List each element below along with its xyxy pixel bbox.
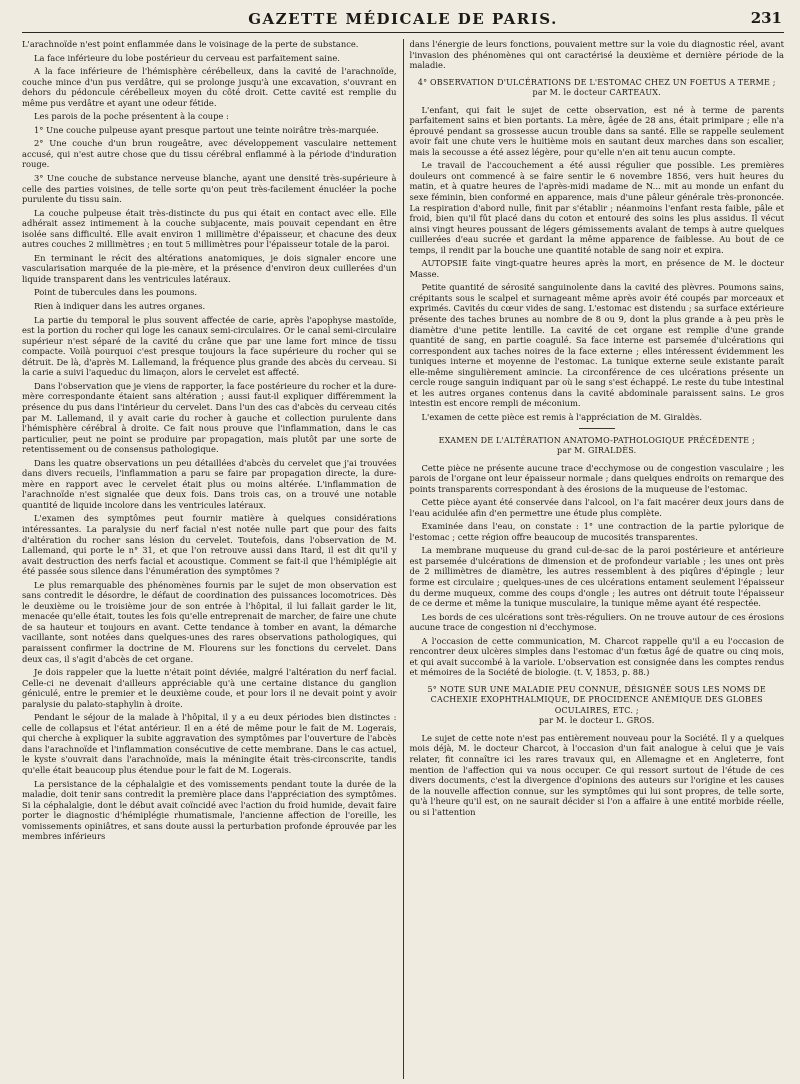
paragraph: AUTOPSIE faite vingt-quatre heures après la mort, en présence de M. le docteur Masse.	[409, 258, 784, 279]
observation-author: par M. le docteur CARTEAUX.	[532, 88, 661, 98]
paragraph: 3° Une couche de substance nerveuse blanche, ayant une densité très-supérieure à celle des parties voisines, de telle sorte qu'on peut très-facilement énucléer la poche purulente du tissu sain.	[22, 173, 397, 205]
paragraph: La persistance de la céphalalgie et des vomissements pendant toute la durée de la maladie, doit tenir sans contredit la première place dans l'appréciation des symptômes. Si la céphalalgie, dont le début avait coïncidé avec l'action du froid humide, devait faire porter le diagnostic d'hémiplégie rhumatismale, l'ancienne affection de l'oreille, les vomissements opiniâtres, et sans doute aussi la perturbation profonde éprouvée par les membres inférieurs	[22, 778, 397, 842]
paragraph: 1° Une couche pulpeuse ayant presque partout une teinte noirâtre très-marquée.	[34, 124, 379, 135]
section-heading	[409, 436, 784, 457]
text-columns	[22, 39, 784, 1079]
paragraph: dans l'énergie de leurs fonctions, pouvaient mettre sur la voie du diagnostic réel, avant l'invasion des phénomènes qui ont caractérisé la deuxième et dernière période de la maladie.	[409, 39, 784, 71]
paragraph: Je dois rappeler que la luette n'était point déviée, malgré l'altération du nerf facial. Celle-ci ne devenait d'ailleurs appréciable qu'à une certaine distance du ganglion géniculé, entre le premier et le deuxième coude, et pour lors il ne devait point y avoir paralysie du palato-staphylin à droite.	[22, 667, 397, 709]
paragraph: La face inférieure du lobe postérieur du cerveau est parfaitement saine.	[34, 52, 340, 63]
paragraph: L'arachnoïde n'est point enflammée dans le voisinage de la perte de substance.	[22, 39, 359, 49]
paragraph: L'examen de cette pièce est remis à l'appréciation de M. Giraldès.	[421, 411, 703, 422]
section-separator	[579, 428, 615, 429]
paragraph: La couche pulpeuse était très-distincte du pus qui était en contact avec elle. Elle adhérait assez intimement à la couche subjacente, mais pouvait cependant en être isolée sans difficulté. Elle avait environ 1 millimètre d'épaisseur, et chacune des deux autres couches 2 millimètres ; en tout 5 millimètres pour l'épaisseur totale de la paroi.	[22, 207, 397, 250]
page-number: 231	[750, 9, 782, 27]
observation-title: 4° OBSERVATION D'ULCÉRATIONS DE L'ESTOMAC CHEZ UN FOETUS A TERME ;	[417, 77, 776, 87]
paragraph: Rien à indiquer dans les autres organes.	[34, 301, 206, 312]
paragraph: Dans les quatre observations un peu détaillées d'abcès du cervelet que j'ai trouvées dans divers recueils, l'inflammation a paru se faire par propagation directe, la dure-mère en rapport avec le cervelet était plus ou moins altérée. L'inflammation de l'arachnoïde n'est signalée que deux fois. Dans trois cas, on a trouvé une notable quantité de liquide incolore dans les ventricules latéraux.	[22, 457, 397, 510]
paragraph: Le travail de l'accouchement a été aussi régulier que possible. Les premières douleurs ont commencé à se faire sentir le 6 novembre 1856, vers huit heures du matin, et à quatre heures de l'après-midi madame de N... mit au monde un enfant du sexe féminin, bien conformé en apparence, mais d'une pâleur générale très-prononcée. La respiration d'abord nulle, finit par s'établir ; néanmoins l'enfant resta faible, pâle et froid, bien qu'il fût placé dans du coton et entouré des soins les plus assidus. Il vécut ainsi vingt heures poussant de légers gémissements avalant de temps à autre quelques cuillerées d'eau sucrée et gardant la même apparence de faiblesse. Au bout de ce temps, il rendit par la bouche une quantité notable de sang noir et expira.	[409, 160, 784, 255]
exam-author: par M. GIRALDÈS.	[557, 446, 637, 455]
exam-title: EXAMEN DE L'ALTÉRATION ANATOMO-PATHOLOGIQUE PRÉCÉDENTE ;	[438, 435, 755, 445]
paragraph: Le sujet de cette note n'est pas entièrement nouveau pour la Société. Il y a quelques mois déjà, M. le docteur Charcot, à l'occasion d'un fait analogue à celui que je vais relater, fit connaître ici les rares travaux qui, en Allemagne et en Angleterre, font mention de l'affection qui va nous occuper. Ce qui ressort surtout de l'étude de ces divers documents, c'est la divergence d'opinions des auteurs sur l'origine et les causes de la nouvelle affection connue, sur les symptômes qui lui sont propres, de telle sorte, qu'à l'heure qu'il est, on ne saurait décider si l'on a affaire à une entité morbide réelle, ou si l'attention	[409, 732, 784, 817]
paragraph: L'enfant, qui fait le sujet de cette observation, est né à terme de parents parfaitement sains et bien portants. La mère, âgée de 28 ans, était primipare ; elle n'a éprouvé pendant sa grossesse aucun trouble dans sa santé. Elle se rappelle seulement avoir fait une chute vers le huitième mois en sautant deux marches dans son escalier, mais la secousse a été assez légère, pour qu'elle n'en ait tenu aucun compte.	[409, 104, 784, 157]
page-header	[22, 6, 784, 33]
paragraph: Les bords de ces ulcérations sont très-réguliers. On ne trouve autour de ces érosions aucune trace de congestion ni d'ecchymose.	[409, 611, 784, 633]
left-column	[22, 39, 397, 1079]
paragraph: Petite quantité de sérosité sanguinolente dans la cavité des plèvres. Poumons sains, crépitants sous le scalpel et surnageant même après avoir été coupés par morceaux et exprimés. Cavités du cœur vides de sang. L'estomac est distendu ; sa surface extérieure présente des taches brunes au nombre de 8 ou 9, dont la plus grande a à peu près le diamètre d'une petite lentille. La cavité de cet organe est remplie d'une grande quantité de sang, en partie coagulé. Sa face interne est parsemée d'ulcérations qui correspondent aux taches noires de la face externe ; elles intéressent évidemment les tuniques interne et moyenne de l'estomac. La tunique externe seule existante paraît elle-même singulièrement amincie. La circonférence de ces ulcérations présente un cercle rouge sanguin indiquant par où le sang s'est échappé. Le reste du tube intestinal et les autres organes contenus dans la cavité abdominale paraissent sains. Le gros intestin est encore rempli de méconium.	[409, 282, 784, 409]
paragraph: En terminant le récit des altérations anatomiques, je dois signaler encore une vascularisation marquée de la pie-mère, et la présence d'environ deux cuillerées d'un liquide transparent dans les ventricules latéraux.	[22, 252, 397, 284]
paragraph: A l'occasion de cette communication, M. Charcot rappelle qu'il a eu l'occasion de rencontrer deux ulcères simples dans l'estomac d'un fœtus âgé de quatre ou cinq mois, et qui avait succombé à la variole. L'observation est consignée dans les comptes rendus et mémoires de la Société de biologie. (t. V, 1853, p. 88.)	[409, 635, 784, 678]
paragraph: A la face inférieure de l'hémisphère cérébelleux, dans la cavité de l'arachnoïde, couche mince d'un pus verdâtre, qui se prolonge jusqu'à une excavation, s'ouvrant en dehors du pédoncule cérébelleux moyen du côté droit. Cette cavité est remplie du même pus verdâtre et ayant une odeur fétide.	[22, 66, 397, 108]
paragraph: La partie du temporal le plus souvent affectée de carie, après l'apophyse mastoïde, est la portion du rocher qui loge les canaux semi-circulaires. Or le canal semi-circulaire supérieur n'est séparé de la cavité du crâne que par une lame fort mince de tissu compacte. Voilà pourquoi c'est presque toujours la face supérieure du rocher qui se détruit. De là, d'après M. Lallemand, la fréquence plus grande des abcès du cerveau. Si la carie a suivi l'aqueduc du limaçon, alors le cervelet est affecté.	[22, 314, 397, 378]
paragraph: Examinée dans l'eau, on constate : 1° une contraction de la partie pylorique de l'estomac ; cette région offre beaucoup de mucosités transparentes.	[409, 521, 784, 542]
right-column	[409, 39, 784, 1079]
column-divider	[403, 39, 404, 1079]
paragraph: Le plus remarquable des phénomènes fournis par le sujet de mon observation est sans contredit le désordre, le défaut de coordination des puissances locomotrices. Dès le deuxième ou le troisième jour de son entrée à l'hôpital, il lui fallait garder le lit, menacée qu'elle était, toutes les fois qu'elle entreprenait de marcher, de faire une chute de sa hauteur et toujours en avant. Cette tendance à tomber en avant, la démarche vacillante, sont notées dans quelques-unes des rares observations pathologiques, qui paraissent confirmer la doctrine de M. Flourens sur les fonctions du cervelet. Dans deux cas, il s'agit d'abcès de cet organe.	[22, 579, 397, 664]
section-heading	[409, 78, 784, 99]
paragraph: Cette pièce ayant été conservée dans l'alcool, on l'a fait macérer deux jours dans de l'eau acidulée afin d'en permettre une étude plus complète.	[409, 497, 784, 518]
paragraph: Les parois de la poche présentent à la coupe :	[34, 111, 229, 122]
section-heading	[409, 685, 784, 727]
paragraph: 2° Une couche d'un brun rougeâtre, avec développement vasculaire nettement accusé, qui n'est autre chose que du tissu cérébral enflammé à la période d'induration rouge.	[22, 138, 397, 170]
paragraph: Point de tubercules dans les poumons.	[34, 287, 198, 298]
paragraph: Pendant le séjour de la malade à l'hôpital, il y a eu deux périodes bien distinctes : celle de collapsus et l'état antérieur. Il en a été de même pour le fait de M. Logerais, qui cherche à expliquer la subite aggravation des symptômes par l'ouverture de l'abcès dans l'arachnoïde et l'inflammation consécutive de cette membrane. Dans le cas actuel, le kyste s'ouvrait dans l'arachnoïde, mais la méningite était très-circonscrite, tandis qu'elle était beaucoup plus étendue pour le fait de M. Logerais.	[22, 712, 397, 775]
note-title: 5° NOTE SUR UNE MALADIE PEU CONNUE, DÉSIGNÉE SOUS LES NOMS DE CACHEXIE EXOPHTHALMIQUE, DE PROCIDENCE ANÉMIQUE DES GLOBES OCULAIRES, ETC. ;	[427, 684, 766, 715]
paragraph: Cette pièce ne présente aucune trace d'ecchymose ou de congestion vasculaire ; les parois de l'organe ont leur épaisseur normale ; dans quelques endroits on remarque des points transparents correspondant à des érosions de la muqueuse de l'estomac.	[409, 462, 784, 494]
journal-title: GAZETTE MÉDICALE DE PARIS.	[248, 10, 558, 28]
note-author: par M. le docteur L. GROS.	[538, 716, 655, 726]
paragraph: L'examen des symptômes peut fournir matière à quelques considérations intéressantes. La paralysie du nerf facial n'est notée nulle part que pour des faits d'altération du rocher sans lésion du cervelet. Toutefois, dans l'observation de M. Lallemand, qui porte le n° 31, et que l'on retrouve aussi dans Itard, il est dit qu'il y avait destruction des nerfs facial et acoustique. Comment se fait-il que l'hémiplégie ait été passée sous silence dans l'énumération des symptômes ?	[22, 513, 397, 577]
paragraph: Dans l'observation que je viens de rapporter, la face postérieure du rocher et la dure-mère correspondante étaient sans altération ; aussi faut-il expliquer différemment la présence du pus dans l'intérieur du cervelet. Dans l'un des cas d'abcès du cerveau cités par M. Lallemand, il y avait carie du rocher à gauche et collection purulente dans l'hémisphère cérébral à droite. Ce fait nous prouve que l'inflammation, dans le cas particulier, peut ne point se produire par propagation, mais plutôt par une sorte de retentissement ou de consensus pathologique.	[22, 380, 397, 455]
paragraph: La membrane muqueuse du grand cul-de-sac de la paroi postérieure et antérieure est parsemée d'ulcérations de dimension et de profondeur variable ; les unes ont près de 2 millimètres de diamètre, les autres ressemblent à des piqûres d'épingle ; leur forme est circulaire ; quelques-unes de ces ulcérations entament seulement l'épaisseur du derme muqueux, comme des coups d'ongle ; les autres ont détruit toute l'épaisseur de ce derme et même la tunique musculaire, la tunique même ayant été respectée.	[409, 545, 784, 609]
